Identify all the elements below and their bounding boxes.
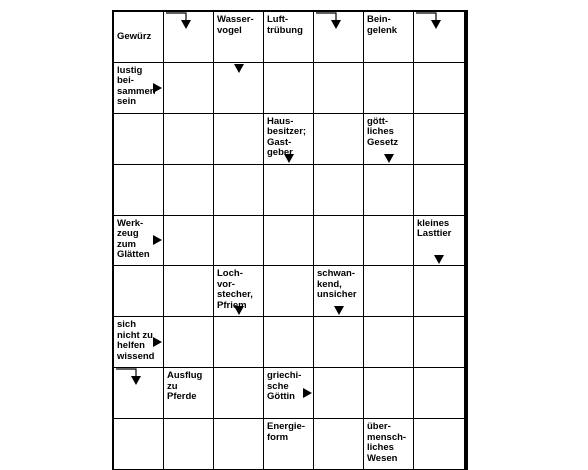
clue-cell xyxy=(114,216,164,267)
answer-cell[interactable] xyxy=(164,266,214,317)
arrow-down-icon xyxy=(234,306,244,315)
clue-cell xyxy=(214,12,264,63)
answer-cell[interactable] xyxy=(414,165,464,216)
clue-text: Luft- trübung xyxy=(267,14,303,36)
clue-text: Haus- besitzer; Gast- geber xyxy=(267,115,307,159)
answer-cell[interactable] xyxy=(214,317,264,368)
clue-text: Wasser- vogel xyxy=(217,14,254,36)
clue-text: griechi- sche Göttin xyxy=(267,370,302,403)
arrow-down-icon xyxy=(234,64,244,73)
answer-cell[interactable] xyxy=(414,114,464,165)
arrow-down-icon xyxy=(334,306,344,315)
answer-cell[interactable] xyxy=(314,63,364,114)
answer-cell[interactable] xyxy=(314,419,364,470)
answer-cell[interactable] xyxy=(214,114,264,165)
clue-cell xyxy=(364,419,414,470)
answer-cell[interactable] xyxy=(164,165,214,216)
bent-arrow-down-icon xyxy=(414,12,444,32)
clue-text: kleines Lasttier xyxy=(417,217,452,240)
clue-text: Energie- form xyxy=(267,421,306,443)
answer-cell[interactable] xyxy=(314,216,364,267)
answer-cell[interactable] xyxy=(264,266,314,317)
answer-cell[interactable] xyxy=(414,63,464,114)
arrow-right-icon xyxy=(153,83,162,93)
answer-cell[interactable] xyxy=(164,12,214,63)
clue-cell xyxy=(264,114,314,165)
answer-cell[interactable] xyxy=(414,368,464,419)
answer-cell[interactable] xyxy=(164,63,214,114)
answer-cell[interactable] xyxy=(214,165,264,216)
bent-arrow-down-icon xyxy=(314,12,344,32)
bent-arrow-down-icon xyxy=(164,12,194,32)
answer-cell[interactable] xyxy=(214,216,264,267)
answer-cell[interactable] xyxy=(164,114,214,165)
clue-text: Werk- zeug zum Glätten xyxy=(117,217,150,261)
clue-text: über- mensch- liches Wesen xyxy=(367,421,407,464)
answer-cell[interactable] xyxy=(164,419,214,470)
answer-cell[interactable] xyxy=(114,266,164,317)
answer-cell[interactable] xyxy=(364,317,414,368)
answer-cell[interactable] xyxy=(264,63,314,114)
answer-cell[interactable] xyxy=(264,216,314,267)
answer-cell[interactable] xyxy=(314,368,364,419)
answer-cell[interactable] xyxy=(214,419,264,470)
answer-cell[interactable] xyxy=(114,114,164,165)
answer-cell[interactable] xyxy=(264,317,314,368)
clue-text: lustig bei- sammen sein xyxy=(117,64,156,108)
clue-cell xyxy=(414,216,464,267)
arrow-right-icon xyxy=(153,235,162,245)
arrow-down-icon xyxy=(434,255,444,264)
arrow-right-icon xyxy=(153,337,162,347)
answer-cell[interactable] xyxy=(114,368,164,419)
answer-cell[interactable] xyxy=(314,165,364,216)
answer-cell[interactable] xyxy=(164,317,214,368)
answer-cell[interactable] xyxy=(314,12,364,63)
clue-cell xyxy=(264,12,314,63)
clue-cell xyxy=(114,63,164,114)
answer-cell[interactable] xyxy=(414,266,464,317)
clue-cell xyxy=(114,12,164,63)
answer-cell[interactable] xyxy=(364,368,414,419)
answer-cell[interactable] xyxy=(114,419,164,470)
arrow-right-icon xyxy=(303,388,312,398)
answer-cell[interactable] xyxy=(214,368,264,419)
answer-cell[interactable] xyxy=(314,317,364,368)
bent-arrow-down-icon xyxy=(114,368,144,388)
answer-cell[interactable] xyxy=(414,419,464,470)
answer-cell[interactable] xyxy=(314,114,364,165)
answer-cell[interactable] xyxy=(364,266,414,317)
answer-cell[interactable] xyxy=(264,165,314,216)
answer-cell[interactable] xyxy=(364,216,414,267)
clue-cell xyxy=(364,12,414,63)
arrow-down-icon xyxy=(284,154,294,163)
clue-text: Loch- vor- stecher, Pfriem xyxy=(217,268,253,311)
clue-cell xyxy=(264,419,314,470)
clue-text: gött- liches Gesetz xyxy=(367,115,399,148)
answer-cell[interactable] xyxy=(414,317,464,368)
clue-text: Gewürz xyxy=(117,30,152,42)
clue-cell xyxy=(114,317,164,368)
answer-cell[interactable] xyxy=(364,63,414,114)
answer-cell[interactable] xyxy=(214,63,264,114)
arrow-down-icon xyxy=(384,154,394,163)
clue-text: schwan- kend, unsicher xyxy=(317,268,357,301)
clue-text: Ausflug zu Pferde xyxy=(167,370,203,403)
clue-cell xyxy=(314,266,364,317)
answer-cell[interactable] xyxy=(114,165,164,216)
clue-cell xyxy=(364,114,414,165)
crossword-grid xyxy=(112,10,468,470)
answer-cell[interactable] xyxy=(364,165,414,216)
clue-cell xyxy=(264,368,314,419)
answer-cell[interactable] xyxy=(414,12,464,63)
clue-text: sich nicht zu helfen wissend xyxy=(117,319,155,362)
clue-cell xyxy=(214,266,264,317)
clue-text: Bein- gelenk xyxy=(367,14,398,36)
answer-cell[interactable] xyxy=(164,216,214,267)
clue-cell xyxy=(164,368,214,419)
